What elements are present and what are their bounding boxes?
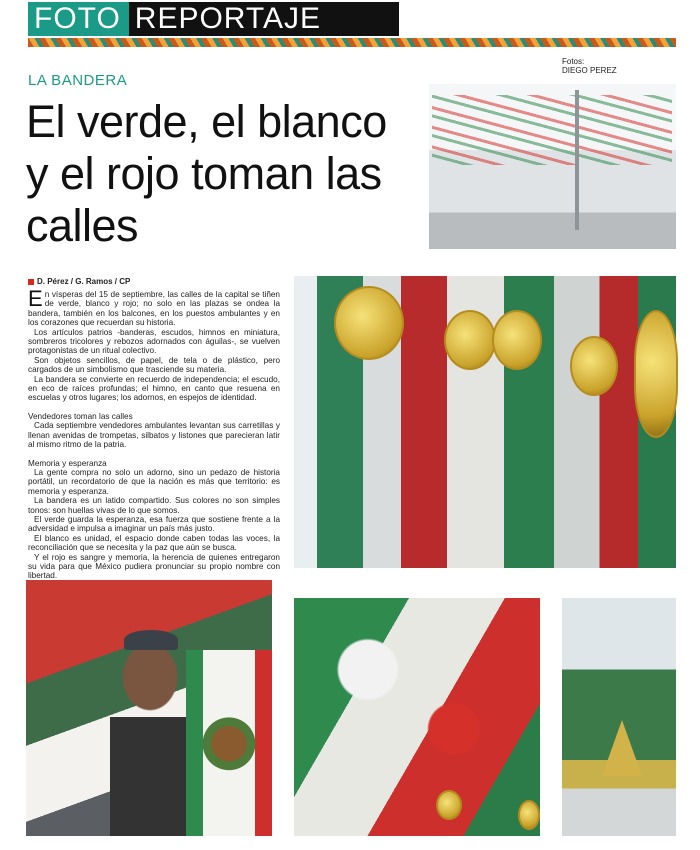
section-banner: [28, 2, 399, 36]
gold-medal-decoration: [444, 310, 496, 370]
vendor-cap: [124, 630, 178, 650]
gold-medal-decoration: [492, 310, 542, 370]
article-paragraph: Y el rojo es sangre y memoria, la herencia de quienes entregaron su vida para que México pudiera pronunciar su propio nombre con libertad.: [28, 552, 280, 581]
gold-medal-decoration: [436, 790, 462, 820]
article-paragraph: La bandera se convierte en recuerdo de independencia; el escudo, en eco de raíces profundas; el himno, en canto que resuena en escuelas y otros lugares; los adornos, en espejos de identidad.: [28, 374, 280, 403]
dropcap: E: [28, 286, 43, 311]
article-body: [28, 286, 280, 581]
headline: El verde, el blanco y el rojo toman las calles: [26, 96, 387, 251]
article-paragraph: Los artículos patrios -banderas, escudos, himnos en miniatura, sombreros tricolores y rebozos adornados con águilas-, se vuelven protagonistas de un ritual colectivo.: [28, 327, 280, 356]
byline-text: D. Pérez / G. Ramos / CP: [37, 277, 131, 286]
banner-foto: FOTO: [28, 2, 129, 36]
gold-medal-decoration: [518, 800, 540, 830]
subhead-vendedores: Vendedores toman las calles: [28, 411, 133, 421]
section-label: LA BANDERA: [28, 72, 128, 89]
photo-credit-name: DIEGO PEREZ: [562, 66, 617, 75]
decorative-band: [28, 38, 676, 47]
photo-plaza-monument: [562, 598, 676, 836]
article-paragraph: La bandera es un latido compartido. Sus colores no son simples tonos: son huellas vivas de lo que somos.: [28, 496, 280, 515]
article-paragraph: La gente compra no solo un adorno, sino un pedazo de historia portátil, un recordatorio de que la nación es más que territorio: es memoria y esperanza.: [28, 467, 280, 496]
gold-medal-decoration: [334, 286, 404, 360]
subhead-memoria: Memoria y esperanza: [28, 458, 107, 468]
article-paragraph: En vísperas del 15 de septiembre, las calles de la capital se tiñen de verde, blanco y rojo; no solo en las plazas se ondea la bandera, también en los balcones, en los puestos ambulantes y en los corazones que recuerdan su historia.: [28, 286, 280, 328]
article-paragraph: Son objetos sencillos, de papel, de tela o de plástico, pero cargados de un simbolismo que trasciende su materia.: [28, 355, 280, 375]
banner-reportaje: REPORTAJE: [129, 2, 399, 36]
eagle-emblem-decoration: [194, 706, 264, 790]
gold-medal-decoration: [634, 310, 678, 438]
photo-credit-label: Fotos:: [562, 57, 585, 66]
byline: [28, 277, 130, 286]
article-paragraph: El verde guarda la esperanza, esa fuerza que sostiene frente a la adversidad e impulsa a imaginar un país más justo.: [28, 514, 280, 534]
article-paragraph: Cada septiembre vendedores ambulantes levantan sus carretillas y llenan avenidas de trompetas, silbatos y listones que parecieran latir al mismo ritmo de la patria.: [28, 421, 280, 450]
vendor-figure: [80, 632, 190, 836]
flagpole-decoration: [575, 90, 579, 230]
papel-picado-decoration: [432, 95, 672, 165]
byline-square-icon: [28, 279, 34, 285]
photo-credit: [562, 57, 617, 75]
photo-tricolor-rosettes: [294, 598, 540, 836]
article-paragraph: El blanco es unidad, el espacio donde caben todas las voces, la reconciliación que se necesita y la paz que aún se busca.: [28, 533, 280, 553]
gold-medal-decoration: [570, 336, 618, 396]
